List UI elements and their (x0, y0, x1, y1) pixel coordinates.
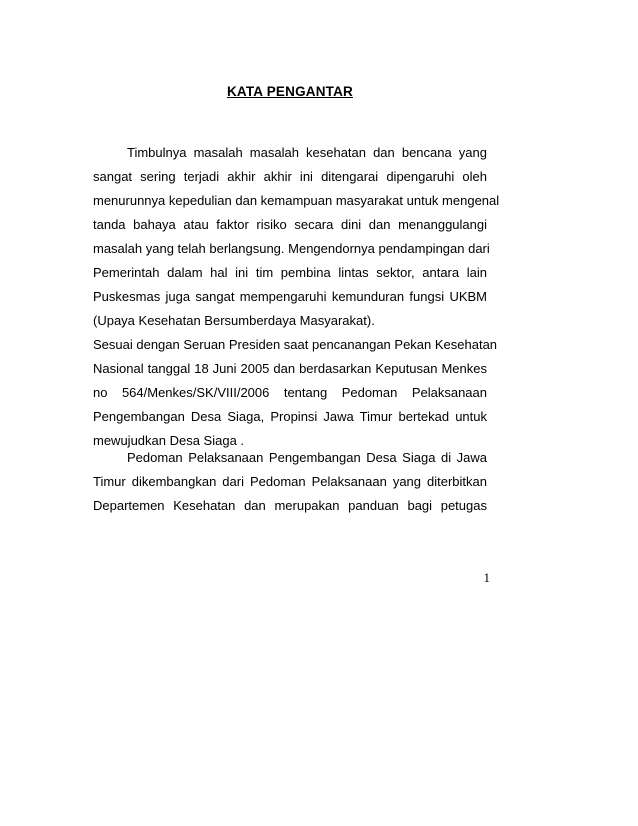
text-line: (Upaya Kesehatan Bersumberdaya Masyarakat). (93, 313, 375, 328)
page-number: 1 (483, 570, 490, 585)
text-line: sangat sering terjadi akhir akhir ini ditengarai dipengaruhi oleh (93, 169, 487, 184)
text-line: Pedoman Pelaksanaan Pengembangan Desa Siaga di Jawa (127, 450, 487, 465)
text-line: Pengembangan Desa Siaga, Propinsi Jawa Timur bertekad untuk (93, 409, 487, 424)
text-line: menurunnya kepedulian dan kemampuan masyarakat untuk mengenal (93, 193, 500, 208)
text-line: masalah yang telah berlangsung. Mengendornya pendampingan dari (93, 241, 490, 256)
text-line: no 564/Menkes/SK/VIII/2006 tentang Pedoman Pelaksanaan (93, 385, 487, 400)
text-line: tanda bahaya atau faktor risiko secara dini dan menanggulangi (93, 217, 487, 232)
text-line: Departemen Kesehatan dan merupakan panduan bagi petugas (93, 498, 487, 513)
page-title: KATA PENGANTAR (226, 84, 354, 99)
text-line: Pemerintah dalam hal ini tim pembina lintas sektor, antara lain (93, 265, 487, 280)
text-line: Sesuai dengan Seruan Presiden saat pencanangan Pekan Kesehatan (93, 337, 498, 352)
paragraph-1-block (93, 141, 500, 453)
text-line: Timbulnya masalah masalah kesehatan dan bencana yang (127, 145, 487, 160)
text-line: Timur dikembangkan dari Pedoman Pelaksanaan yang diterbitkan (93, 474, 487, 489)
text-line: Puskesmas juga sangat mempengaruhi kemunduran fungsi UKBM (93, 289, 487, 304)
text-line: Nasional tanggal 18 Juni 2005 dan berdasarkan Keputusan Menkes (93, 361, 487, 376)
paragraph-3-block (93, 446, 487, 518)
text-line: mewujudkan Desa Siaga . (93, 433, 245, 448)
